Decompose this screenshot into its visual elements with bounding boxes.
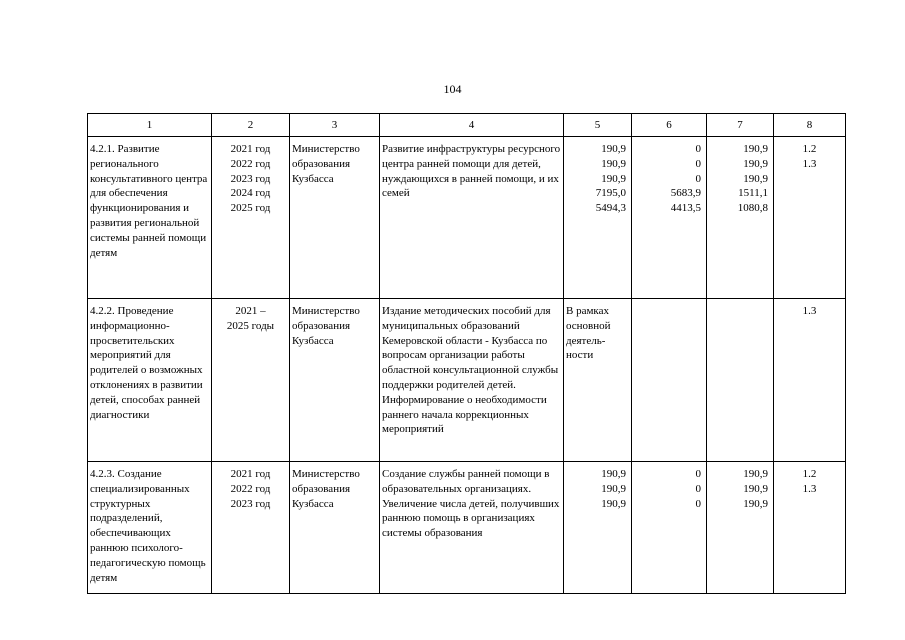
- header-col-4: 4: [380, 114, 564, 137]
- amount-value: 0: [695, 497, 701, 510]
- year-value: 2022 год: [230, 157, 271, 170]
- header-col-6: 6: [632, 114, 707, 137]
- indicator-ref: 1.3: [802, 157, 817, 170]
- result-cell: Развитие инфраструктуры ресурсного центра ранней помощи для детей, нуждающихся в ранней помощи, и их семей: [380, 137, 564, 299]
- result-cell: Создание службы ранней помощи в образовательных организациях. Увеличение числа детей, получивших раннюю помощь в организациях системы образования: [380, 462, 564, 594]
- year-value: 2021 –: [235, 305, 266, 317]
- amount-value: 190,9: [743, 157, 768, 170]
- amount-value: 1511,1: [738, 187, 768, 200]
- year-value: 2021 год: [230, 468, 271, 480]
- table-row: [88, 137, 846, 299]
- year-value: 2024 год: [230, 187, 271, 200]
- indicator-ref: 1.3: [802, 305, 817, 317]
- col6-cell: [632, 462, 707, 594]
- measure-cell: 4.2.1. Развитие регионального консультативного центра для обеспечения функционирования и развития региональной системы ранней помощи детям: [88, 137, 212, 299]
- result-cell: Издание методических пособий для муниципальных образований Кемеровской области - Кузбасса по вопросам организации работы областной консультационной службы поддержки родителей детей. Информирование о необходимости раннего начала коррекционных мероприятий: [380, 299, 564, 462]
- col6-cell: [632, 299, 707, 462]
- page-number: 104: [443, 82, 462, 96]
- amount-value: 190,9: [743, 482, 768, 495]
- year-value: 2025 год: [230, 202, 271, 215]
- amount-value: 190,9: [601, 497, 626, 510]
- years-cell: [212, 462, 290, 594]
- header-col-2: 2: [212, 114, 290, 137]
- indicator-ref: 1.2: [802, 468, 817, 480]
- amount-value: 0: [695, 468, 701, 480]
- header-col-7: 7: [707, 114, 774, 137]
- program-table: [87, 113, 846, 594]
- years-cell: [212, 299, 290, 462]
- amount-value: 190,9: [601, 172, 626, 185]
- col7-cell: [707, 462, 774, 594]
- executor-cell: Министерство образования Кузбасса: [290, 462, 380, 594]
- amount-value: 1080,8: [737, 202, 768, 215]
- executor-cell: Министерство образования Кузбасса: [290, 299, 380, 462]
- col8-cell: [774, 462, 846, 594]
- col5-cell: [564, 462, 632, 594]
- table-row: [88, 299, 846, 462]
- col5-cell: [564, 137, 632, 299]
- year-value: 2021 год: [230, 143, 271, 155]
- amount-value: 190,9: [601, 482, 626, 495]
- amount-value: 190,9: [601, 157, 626, 170]
- amount-value: 0: [695, 143, 701, 155]
- year-value: 2023 год: [230, 172, 271, 185]
- amount-value: 4413,5: [670, 202, 701, 215]
- amount-value: 190,9: [743, 468, 768, 480]
- year-value: 2022 год: [230, 482, 271, 495]
- amount-value: 190,9: [601, 468, 626, 480]
- header-col-1: 1: [88, 114, 212, 137]
- amount-value: 0: [695, 482, 701, 495]
- col8-cell: [774, 137, 846, 299]
- header-row: [88, 114, 846, 137]
- header-col-5: 5: [564, 114, 632, 137]
- amount-value: 7195,0: [595, 187, 626, 200]
- amount-value: 190,9: [743, 172, 768, 185]
- amount-value: 190,9: [601, 143, 626, 155]
- amount-value: 0: [695, 172, 701, 185]
- indicator-ref: 1.3: [802, 482, 817, 495]
- executor-cell: Министерство образования Кузбасса: [290, 137, 380, 299]
- indicator-ref: 1.2: [802, 143, 817, 155]
- amount-value: 0: [695, 157, 701, 170]
- col5-cell: В рамках основной деятель-ности: [564, 299, 632, 462]
- col6-cell: [632, 137, 707, 299]
- header-col-8: 8: [774, 114, 846, 137]
- col8-cell: [774, 299, 846, 462]
- col7-cell: [707, 299, 774, 462]
- amount-value: 5494,3: [595, 202, 626, 215]
- year-value: 2023 год: [230, 497, 271, 510]
- amount-value: 190,9: [743, 143, 768, 155]
- amount-value: 5683,9: [670, 187, 701, 200]
- year-value: 2025 годы: [226, 319, 275, 332]
- measure-cell: 4.2.2. Проведение информационно-просветительских мероприятий для родителей о возможных отклонениях в развитии детей, способах ранней диагностики: [88, 299, 212, 462]
- measure-cell: 4.2.3. Создание специализированных структурных подразделений, обеспечивающих раннюю психолого-педагогическую помощь детям: [88, 462, 212, 594]
- header-col-3: 3: [290, 114, 380, 137]
- col7-cell: [707, 137, 774, 299]
- amount-value: 190,9: [743, 497, 768, 510]
- table-row: [88, 462, 846, 594]
- years-cell: [212, 137, 290, 299]
